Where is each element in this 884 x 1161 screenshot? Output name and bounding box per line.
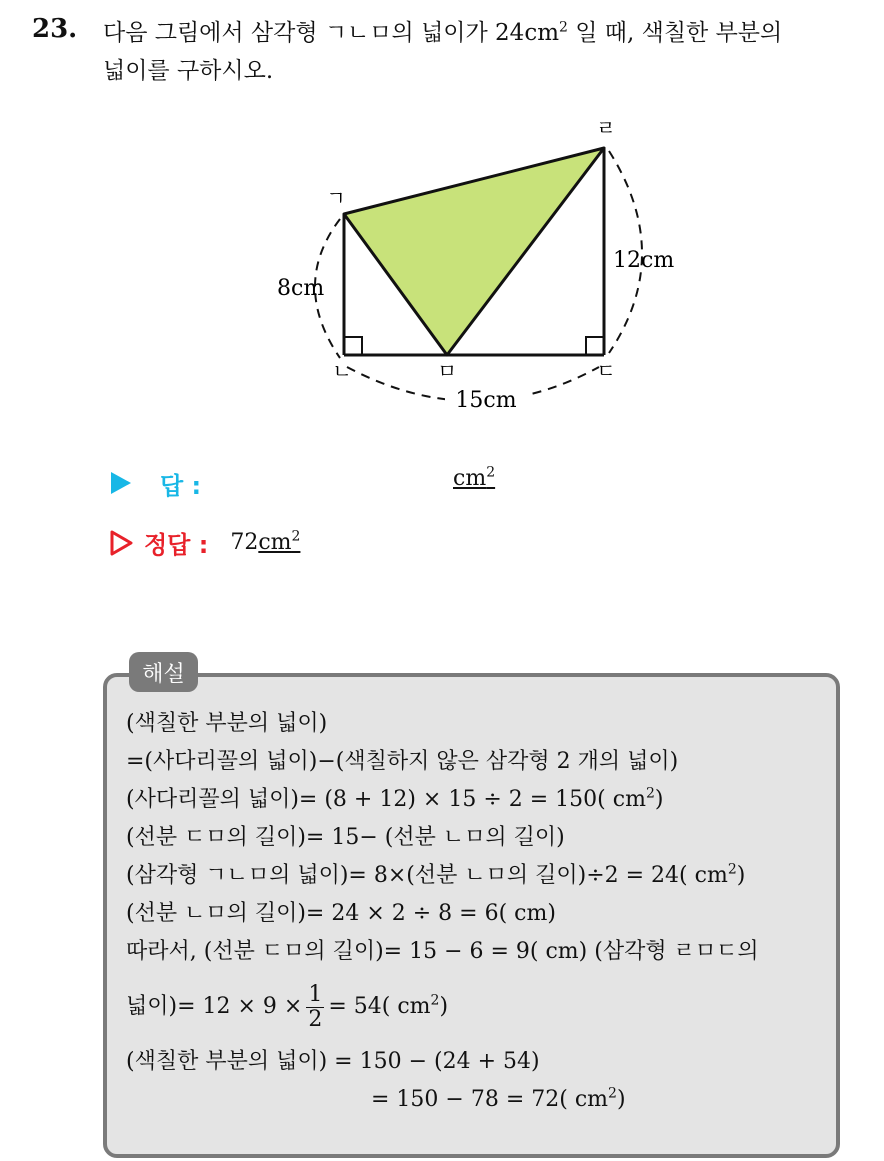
question-number: 23.: [32, 14, 78, 44]
solution-line-7: 따라서, (선분 ㄷㅁ의 길이)= 15 − 6 = 9( cm) (삼각형 ㄹㅁㄷ의: [126, 939, 759, 964]
right-angle-d: [586, 337, 604, 355]
correct-answer-row: [110, 525, 300, 560]
label-nieun: ㄴ: [332, 359, 352, 383]
solution-line-1: (색칠한 부분의 넓이): [126, 711, 328, 736]
solution-line-4: (선분 ㄷㅁ의 길이)= 15− (선분 ㄴㅁ의 길이): [126, 825, 565, 850]
play-arrow-icon: [110, 471, 132, 495]
explanation-tag: 해설: [129, 652, 198, 692]
length-bottom: 15cm: [455, 388, 517, 413]
shaded-triangle: [344, 148, 604, 355]
solution-line-9: (색칠한 부분의 넓이) = 150 − (24 + 54): [126, 1049, 540, 1074]
question-line-1: 다음 그림에서 삼각형 ㄱㄴㅁ의 넓이가 $24cm^2$ 일 때, 색칠한 부분의: [103, 19, 783, 46]
solution-line-8: 넓이)= 12 × 9 × $\frac{1}{2}$ = 54( $cm^2$): [126, 981, 449, 1032]
question-line-2: 넓이를 구하시오.: [103, 58, 274, 84]
label-digeut: ㄷ: [596, 359, 616, 383]
solution-line-6: (선분 ㄴㅁ의 길이)= 24 × 2 ÷ 8 = 6( cm): [126, 901, 556, 926]
trapezoid-figure: [265, 115, 705, 420]
question-text: [103, 14, 873, 90]
label-giyeok: ㄱ: [326, 186, 346, 210]
right-angle-b: [344, 337, 362, 355]
answer-row: [110, 463, 201, 503]
fraction-one-half: $\frac{1}{2}$: [308, 981, 323, 1032]
correct-answer-value: $72cm^2$: [230, 528, 301, 555]
outline-arrow-icon: [110, 530, 134, 556]
solution-line-5: (삼각형 ㄱㄴㅁ의 넓이)= 8×(선분 ㄴㅁ의 길이)÷2 = 24( $cm^2$): [126, 861, 746, 888]
answer-label: 답 :: [160, 471, 202, 500]
correct-answer-label: 정답 :: [144, 531, 209, 559]
explanation-content: [126, 705, 836, 1119]
answer-unit: $cm^2$: [453, 464, 496, 491]
length-right: 12cm: [613, 248, 675, 273]
label-rieul: ㄹ: [596, 116, 616, 140]
solution-line-10: = 150 − 78 = 72( $cm^2$): [371, 1085, 626, 1112]
solution-line-3: (사다리꼴의 넓이)= (8 + 12) × 15 ÷ 2 = 150( $cm^2$): [126, 785, 664, 812]
label-mieum: ㅁ: [437, 359, 457, 383]
solution-line-2: =(사다리꼴의 넓이)−(색칠하지 않은 삼각형 2 개의 넓이): [126, 749, 679, 774]
length-left: 8cm: [277, 276, 325, 301]
